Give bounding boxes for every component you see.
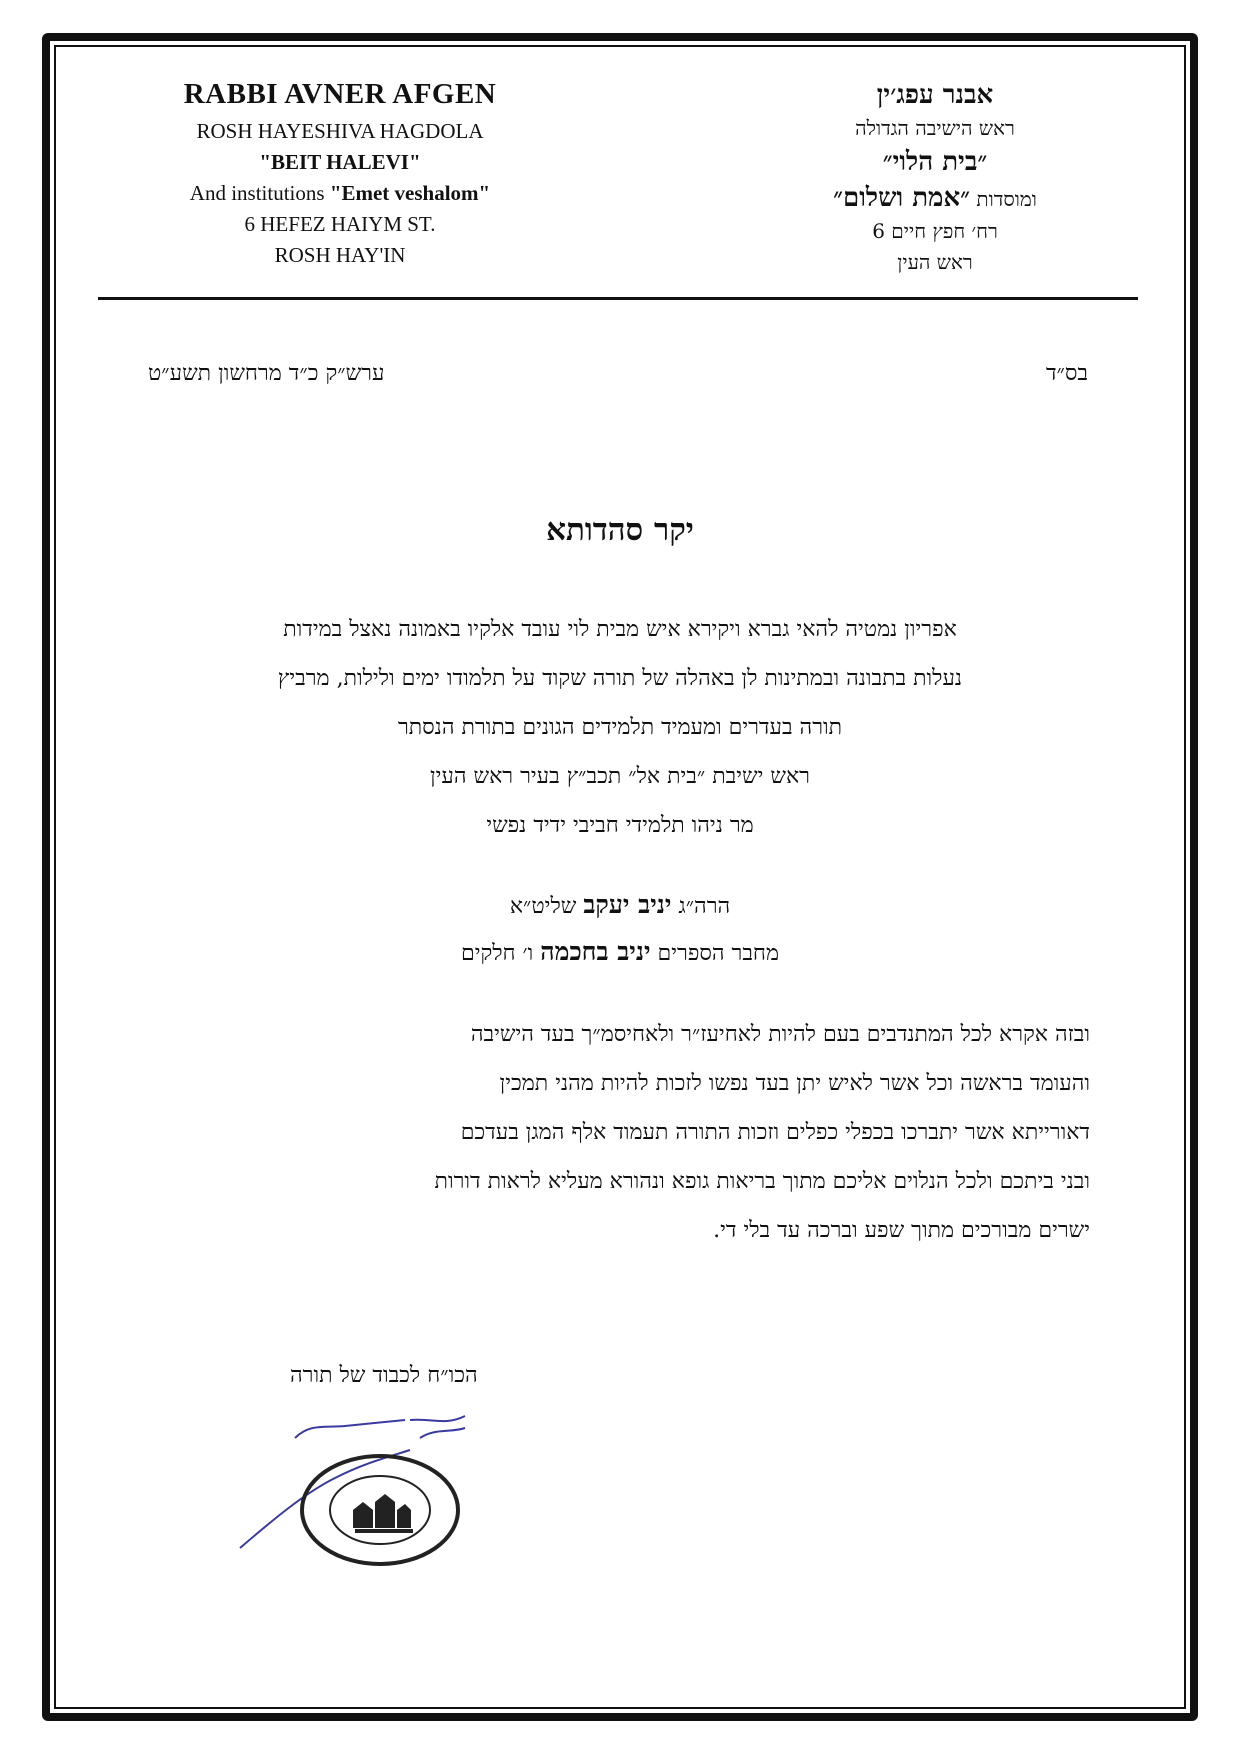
closing-line: הכו״ח לכבוד של תורה: [290, 1363, 478, 1388]
paragraph-appeal: [150, 1010, 1090, 1255]
text-line: ובזה אקרא לכל המתנדבים בעם להיות לאחיעז״ר ולאחיסמ״ך בעד הישיבה: [470, 1022, 1090, 1047]
city-en: ROSH HAY'IN: [274, 243, 406, 267]
inner-border: [54, 45, 1186, 1709]
text-line: ובני ביתכם ולכל הנלוים אליכם מתוך בריאות גופא ונהורא מעליא לראות דורות: [434, 1169, 1090, 1194]
institutions-he: ומוסדות ״אמת ושלום״: [833, 183, 1037, 213]
text-line: נעלות בתבונה ובמתינות לן באהלה של תורה שקוד על תלמודו ימים ולילות, מרביץ: [277, 666, 963, 691]
text-line: אפריון נמטיה להאי גברא ויקירא איש מבית לוי עובד אלקיו באמונה נאצל במידות: [283, 617, 957, 642]
text-line: ראש ישיבת ״בית אל״ תכב״ץ בעיר ראש העין: [430, 764, 810, 789]
text-line: מר ניהו תלמידי חביבי ידיד נפשי: [486, 813, 754, 838]
street-he: רח׳ חפץ חיים 6: [872, 219, 998, 243]
city-he: ראש העין: [897, 250, 973, 274]
text-line: תורה בעדרים ומעמיד תלמידים הגונים בתורת הנסתר: [397, 715, 843, 740]
yeshiva-name-en: "BEIT HALEVI": [259, 150, 421, 174]
rabbi-name-en: RABBI AVNER AFGEN: [183, 78, 497, 110]
yeshiva-name-he: ״בית הלוי״: [882, 147, 988, 177]
rabbi-name-he: אבנר עפג׳ין: [876, 80, 994, 110]
stamp-building: [353, 1494, 411, 1528]
letterhead-english: [150, 78, 530, 266]
header-divider: [98, 297, 1138, 300]
street-en: 6 HEFEZ HAIYM ST.: [244, 212, 436, 236]
text-line: ישרים מבורכים מתוך שפע וברכה עד בלי די.: [713, 1218, 1090, 1243]
letter-title: יקר סהדותא: [546, 512, 694, 548]
honoree-name: יניב יעקב: [583, 890, 672, 919]
paragraph-praise: [150, 605, 1090, 850]
book-title: יניב בחכמה: [540, 937, 651, 966]
text-line: והעומד בראשה וכל אשר לאיש יתן בעד נפשו לזכות להיות מהני תמכין: [499, 1071, 1090, 1096]
author-line: מחבר הספרים יניב בחכמה ו׳ חלקים: [460, 937, 779, 966]
signature-stamp: [235, 1398, 495, 1568]
text-line: דאורייתא אשר יתברכו בכפלי כפלים וזכות התורה תעמוד אלף המגן בעדכם: [460, 1120, 1090, 1145]
honoree-line: הרה״ג יניב יעקב שליט״א: [509, 890, 731, 919]
title-he: ראש הישיבה הגדולה: [855, 116, 1015, 140]
bsd-mark: בס״ד: [1045, 361, 1088, 386]
letterhead-hebrew: [770, 80, 1100, 275]
title-en: ROSH HAYESHIVA HAGDOLA: [196, 119, 484, 143]
institutions-en: And institutions "Emet veshalom": [189, 181, 491, 205]
letter-date: ערש״ק כ״ד מרחשון תשע״ט: [148, 361, 385, 386]
